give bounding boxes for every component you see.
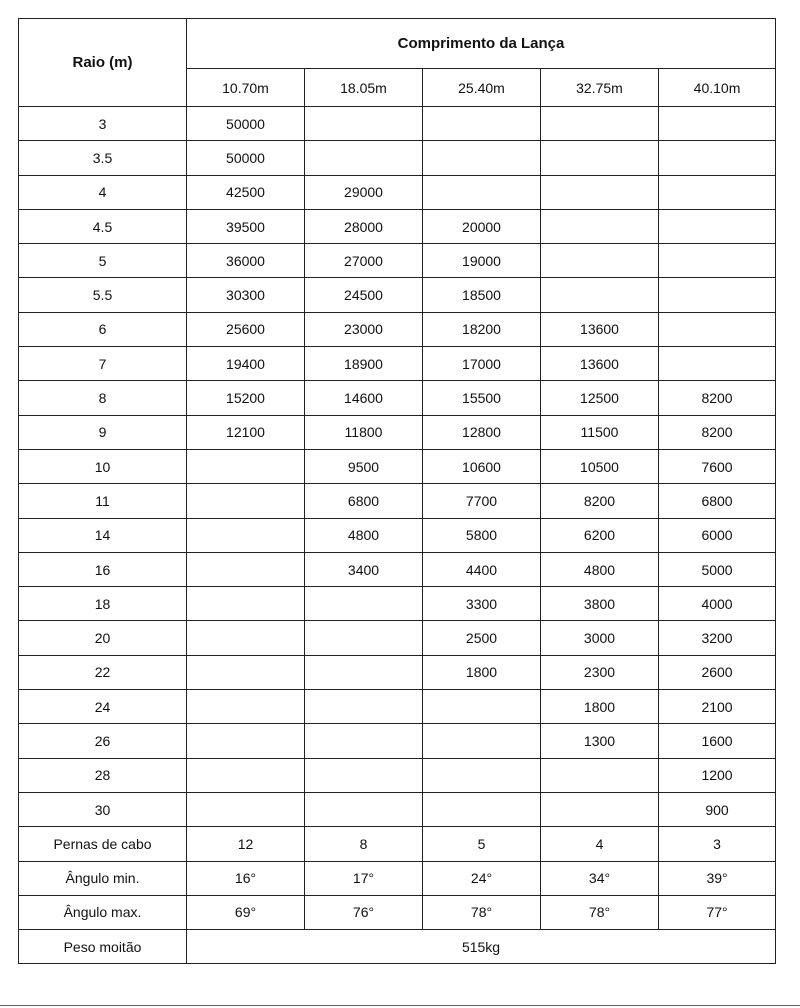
radius-cell: 16 — [19, 552, 187, 586]
cable-legs-cell: 12 — [187, 827, 305, 861]
load-cell: 2300 — [541, 655, 659, 689]
load-cell: 13600 — [541, 312, 659, 346]
load-cell: 6800 — [305, 484, 423, 518]
angle-max-label: Ângulo max. — [19, 895, 187, 929]
radius-cell: 8 — [19, 381, 187, 415]
table-row — [19, 792, 776, 826]
load-cell: 10500 — [541, 449, 659, 483]
load-cell — [541, 175, 659, 209]
table-row — [19, 690, 776, 724]
load-cell: 12500 — [541, 381, 659, 415]
load-cell: 4800 — [541, 552, 659, 586]
load-cell — [541, 141, 659, 175]
load-cell — [541, 209, 659, 243]
load-cell — [423, 792, 541, 826]
load-cell — [423, 141, 541, 175]
load-cell: 15200 — [187, 381, 305, 415]
table-row — [19, 141, 776, 175]
load-cell — [305, 758, 423, 792]
radius-cell: 11 — [19, 484, 187, 518]
load-cell — [305, 724, 423, 758]
load-cell — [423, 758, 541, 792]
load-cell: 1300 — [541, 724, 659, 758]
table-row — [19, 381, 776, 415]
load-cell: 900 — [659, 792, 776, 826]
load-cell: 8200 — [659, 381, 776, 415]
load-cell — [187, 792, 305, 826]
load-cell — [423, 690, 541, 724]
block-weight-value: 515kg — [187, 930, 776, 964]
load-cell: 1600 — [659, 724, 776, 758]
load-cell: 3400 — [305, 552, 423, 586]
boom-length-col-4: 32.75m — [541, 69, 659, 107]
load-cell: 11800 — [305, 415, 423, 449]
load-cell: 28000 — [305, 209, 423, 243]
load-table — [18, 18, 776, 964]
load-cell — [659, 347, 776, 381]
load-cell: 6000 — [659, 518, 776, 552]
load-cell — [187, 449, 305, 483]
load-cell — [659, 175, 776, 209]
load-cell — [305, 587, 423, 621]
load-cell: 39500 — [187, 209, 305, 243]
load-cell: 17000 — [423, 347, 541, 381]
load-chart — [18, 18, 776, 964]
table-row — [19, 107, 776, 141]
angle-max-cell: 76° — [305, 895, 423, 929]
angle-min-cell: 24° — [423, 861, 541, 895]
boom-length-col-1: 10.70m — [187, 69, 305, 107]
table-row — [19, 175, 776, 209]
load-cell — [187, 655, 305, 689]
radius-cell: 9 — [19, 415, 187, 449]
load-cell: 18900 — [305, 347, 423, 381]
load-cell: 4400 — [423, 552, 541, 586]
angle-max-cell: 78° — [423, 895, 541, 929]
load-cell: 23000 — [305, 312, 423, 346]
load-cell — [187, 758, 305, 792]
load-cell: 1200 — [659, 758, 776, 792]
load-cell — [541, 278, 659, 312]
load-cell — [659, 278, 776, 312]
radius-cell: 14 — [19, 518, 187, 552]
table-row — [19, 415, 776, 449]
table-row — [19, 552, 776, 586]
load-cell: 3800 — [541, 587, 659, 621]
load-cell: 12800 — [423, 415, 541, 449]
load-cell — [541, 107, 659, 141]
radius-cell: 5.5 — [19, 278, 187, 312]
cable-legs-cell: 3 — [659, 827, 776, 861]
table-row — [19, 484, 776, 518]
load-cell — [659, 141, 776, 175]
cable-legs-label: Pernas de cabo — [19, 827, 187, 861]
load-cell: 2100 — [659, 690, 776, 724]
angle-max-cell: 77° — [659, 895, 776, 929]
load-cell: 27000 — [305, 244, 423, 278]
radius-cell: 4.5 — [19, 209, 187, 243]
radius-cell: 4 — [19, 175, 187, 209]
radius-cell: 6 — [19, 312, 187, 346]
load-cell — [423, 724, 541, 758]
load-cell: 5800 — [423, 518, 541, 552]
radius-cell: 24 — [19, 690, 187, 724]
load-cell: 19400 — [187, 347, 305, 381]
load-cell — [187, 518, 305, 552]
radius-cell: 7 — [19, 347, 187, 381]
angle-min-cell: 17° — [305, 861, 423, 895]
table-row — [19, 209, 776, 243]
load-cell: 7700 — [423, 484, 541, 518]
radius-cell: 26 — [19, 724, 187, 758]
load-cell: 10600 — [423, 449, 541, 483]
boom-length-col-5: 40.10m — [659, 69, 776, 107]
load-cell: 6800 — [659, 484, 776, 518]
load-cell — [187, 724, 305, 758]
load-cell: 24500 — [305, 278, 423, 312]
load-cell: 11500 — [541, 415, 659, 449]
table-row — [19, 449, 776, 483]
load-cell: 18200 — [423, 312, 541, 346]
load-cell: 7600 — [659, 449, 776, 483]
load-cell: 1800 — [423, 655, 541, 689]
radius-cell: 3.5 — [19, 141, 187, 175]
load-cell — [423, 107, 541, 141]
load-cell: 8200 — [659, 415, 776, 449]
angle-max-cell: 78° — [541, 895, 659, 929]
load-cell: 42500 — [187, 175, 305, 209]
load-cell: 9500 — [305, 449, 423, 483]
load-cell — [541, 758, 659, 792]
load-cell: 3000 — [541, 621, 659, 655]
radius-cell: 10 — [19, 449, 187, 483]
load-cell — [305, 107, 423, 141]
load-cell: 4800 — [305, 518, 423, 552]
cable-legs-cell: 8 — [305, 827, 423, 861]
radius-cell: 18 — [19, 587, 187, 621]
load-cell: 36000 — [187, 244, 305, 278]
table-row — [19, 518, 776, 552]
angle-min-cell: 34° — [541, 861, 659, 895]
load-cell: 2600 — [659, 655, 776, 689]
load-cell: 12100 — [187, 415, 305, 449]
table-row — [19, 724, 776, 758]
load-cell — [187, 621, 305, 655]
load-cell: 1800 — [541, 690, 659, 724]
load-cell: 15500 — [423, 381, 541, 415]
load-cell: 20000 — [423, 209, 541, 243]
load-cell — [187, 690, 305, 724]
load-cell: 5000 — [659, 552, 776, 586]
load-cell — [659, 244, 776, 278]
page-bottom-rule — [0, 1005, 800, 1006]
load-table-body — [19, 107, 776, 827]
cable-legs-cell: 4 — [541, 827, 659, 861]
radius-header: Raio (m) — [19, 19, 187, 107]
load-cell — [305, 690, 423, 724]
boom-length-header: Comprimento da Lança — [187, 19, 776, 69]
table-row — [19, 347, 776, 381]
load-cell: 50000 — [187, 107, 305, 141]
load-cell — [187, 552, 305, 586]
radius-cell: 22 — [19, 655, 187, 689]
load-cell — [305, 621, 423, 655]
load-cell: 6200 — [541, 518, 659, 552]
load-cell: 30300 — [187, 278, 305, 312]
load-cell — [541, 244, 659, 278]
load-cell — [187, 587, 305, 621]
angle-min-cell: 16° — [187, 861, 305, 895]
load-cell — [659, 312, 776, 346]
radius-cell: 5 — [19, 244, 187, 278]
load-cell: 18500 — [423, 278, 541, 312]
load-cell — [305, 141, 423, 175]
radius-cell: 30 — [19, 792, 187, 826]
table-row — [19, 758, 776, 792]
angle-min-cell: 39° — [659, 861, 776, 895]
load-cell: 8200 — [541, 484, 659, 518]
load-cell — [659, 209, 776, 243]
load-cell: 25600 — [187, 312, 305, 346]
boom-length-col-2: 18.05m — [305, 69, 423, 107]
load-cell — [659, 107, 776, 141]
load-cell: 29000 — [305, 175, 423, 209]
load-cell: 4000 — [659, 587, 776, 621]
load-cell — [423, 175, 541, 209]
table-row — [19, 587, 776, 621]
block-weight-label: Peso moitão — [19, 930, 187, 964]
cable-legs-cell: 5 — [423, 827, 541, 861]
radius-cell: 3 — [19, 107, 187, 141]
angle-min-label: Ângulo min. — [19, 861, 187, 895]
load-cell: 50000 — [187, 141, 305, 175]
load-cell — [305, 655, 423, 689]
table-row — [19, 655, 776, 689]
load-cell: 3200 — [659, 621, 776, 655]
load-cell: 14600 — [305, 381, 423, 415]
load-cell — [187, 484, 305, 518]
table-row — [19, 278, 776, 312]
load-cell — [305, 792, 423, 826]
radius-cell: 20 — [19, 621, 187, 655]
table-row — [19, 621, 776, 655]
load-cell: 2500 — [423, 621, 541, 655]
load-cell: 3300 — [423, 587, 541, 621]
table-row — [19, 244, 776, 278]
angle-max-cell: 69° — [187, 895, 305, 929]
table-row — [19, 312, 776, 346]
load-cell: 13600 — [541, 347, 659, 381]
radius-cell: 28 — [19, 758, 187, 792]
load-cell — [541, 792, 659, 826]
boom-length-col-3: 25.40m — [423, 69, 541, 107]
load-cell: 19000 — [423, 244, 541, 278]
